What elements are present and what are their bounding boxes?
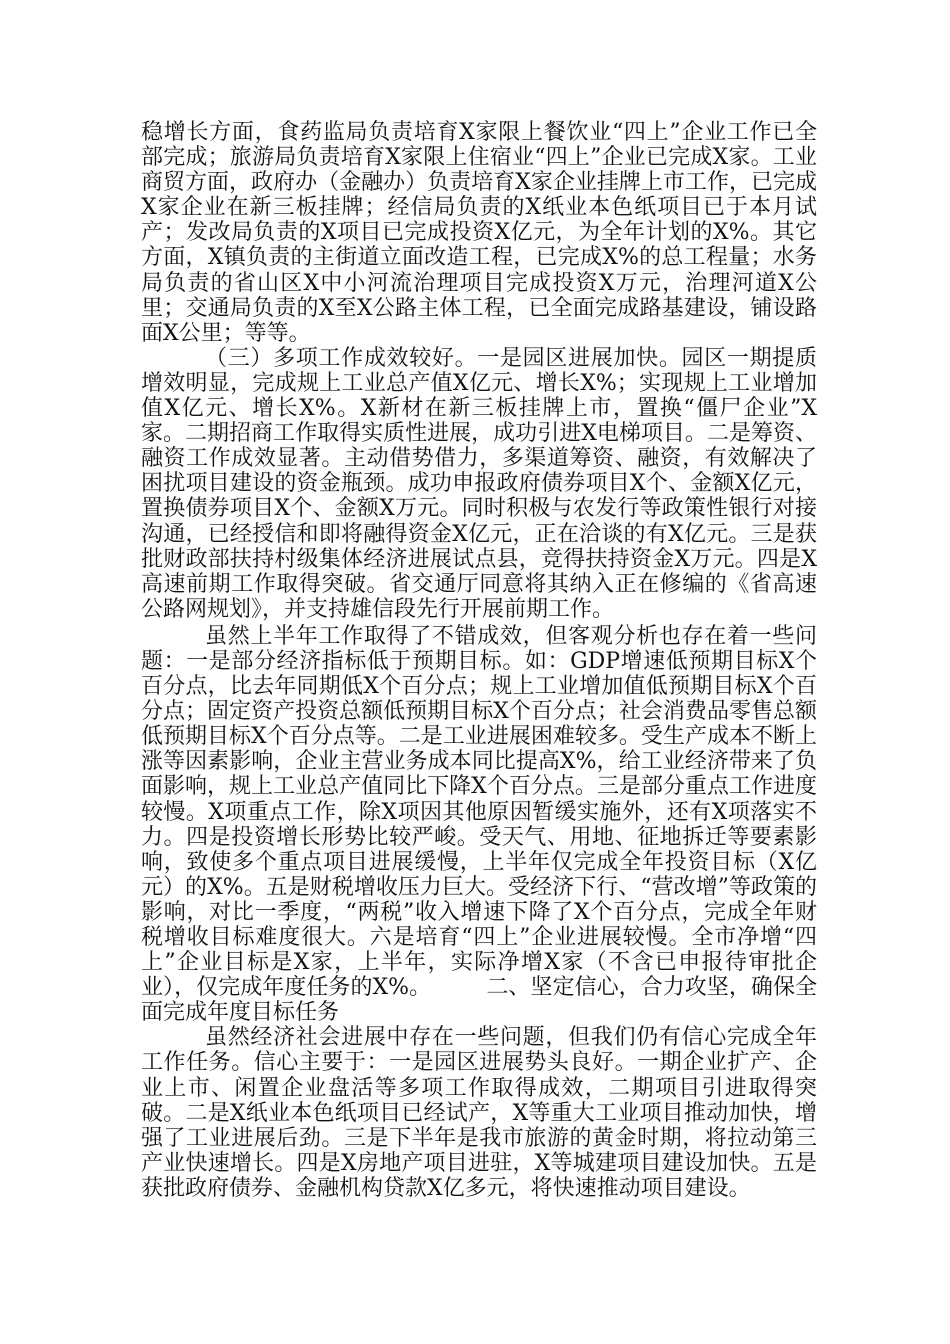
paragraph-problems-analysis: 虽然上半年工作取得了不错成效，但客观分析也存在着一些问题：一是部分经济指标低于预期目标。如：GDP增速低预期目标X个百分点，比去年同期低X个百分点；规上工业增加值低预期目标X个百分点；固定资产投资总额低预期目标X个百分点；社会消费品零售总额低预期目标X个百分点等。二是工业进展困难较多。受生产成本不断上涨等因素影响，企业主营业务成本同比提高X%，给工业经济带来了负面影响，规上工业总产值同比下降X个百分点。三是部分重点工作进度较慢。X项重点工作，除X项因其他原因暂缓实施外，还有X项落实不力。四是投资增长形势比较严峻。受天气、用地、征地拆迁等要素影响，致使多个重点项目进展缓慢，上半年仅完成全年投资目标（X亿元）的X%。五是财税增收压力巨大。受经济下行、“营改增”等政策的影响，对比一季度，“两税”收入增速下降了X个百分点，完成全年财税增收目标难度很大。六是培育“四上”企业进展较慢。全市净增“四上”企业目标是X家，上半年，实际净增X家（不含已申报待审批企业），仅完成年度任务的X%。 二、坚定信心，合力攻坚，确保全面完成年度目标任务 [141,623,817,1026]
paragraph-growth-progress: 稳增长方面，食药监局负责培育X家限上餐饮业“四上”企业工作已全部完成；旅游局负责培育X家限上住宿业“四上”企业已完成X家。工业商贸方面，政府办（金融办）负责培育X家企业挂牌上市工作，已完成X家企业在新三板挂牌；经信局负责的X纸业本色纸项目已于本月试产；发改局负责的X项目已完成投资X亿元，为全年计划的X%。其它方面，X镇负责的主街道立面改造工程，已完成X%的总工程量；水务局负责的省山区X中小河流治理项目完成投资X万元，治理河道X公里；交通局负责的X至X公路主体工程，已全面完成路基建设，铺设路面X公里；等等。 [141,120,817,346]
document-body [141,120,817,1201]
paragraph-confidence: 虽然经济社会进展中存在一些问题，但我们仍有信心完成全年工作任务。信心主要于：一是园区进展势头良好。一期企业扩产、企业上市、闲置企业盘活等多项工作取得成效，二期项目引进取得突破。二是X纸业本色纸项目已经试产，X等重大工业项目推动加快，增强了工业进展后劲。三是下半年是我市旅游的黄金时期，将拉动第三产业快速增长。四是X房地产项目进驻，X等城建项目建设加快。五是获批政府债券、金融机构贷款X亿多元，将快速推动项目建设。 [141,1025,817,1201]
paragraph-section-three-achievements: （三）多项工作成效较好。一是园区进展加快。园区一期提质增效明显，完成规上工业总产值X亿元、增长X%；实现规上工业增加值X亿元、增长X%。X新材在新三板挂牌上市，置换“僵尸企业”X家。二期招商工作取得实质性进展，成功引进X电梯项目。二是筹资、融资工作成效显著。主动借势借力，多渠道筹资、融资，有效解决了困扰项目建设的资金瓶颈。成功申报政府债券项目X个、金额X亿元，置换债券项目X个、金额X万元。同时积极与农发行等政策性银行对接沟通，已经授信和即将融得资金X亿元，正在洽谈的有X亿元。三是获批财政部扶持村级集体经济进展试点县，竞得扶持资金X万元。四是X高速前期工作取得突破。省交通厅同意将其纳入正在修编的《省高速公路网规划》，并支持雄信段先行开展前期工作。 [141,345,817,622]
